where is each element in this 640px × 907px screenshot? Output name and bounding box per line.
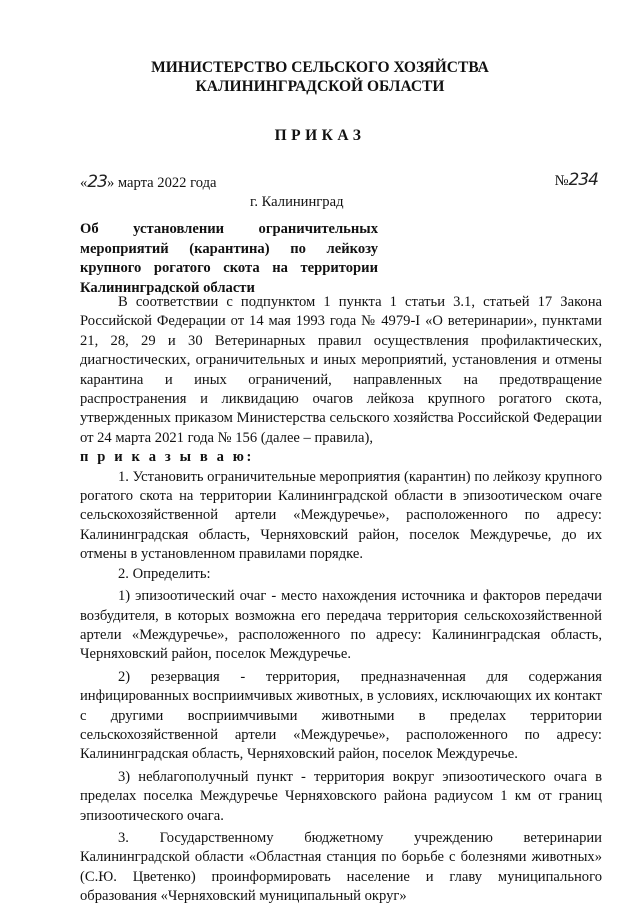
order-number	[555, 170, 598, 190]
ministry-name-line1: МИНИСТЕРСТВО СЕЛЬСКОГО ХОЗЯЙСТВА	[151, 59, 489, 76]
ministry-header	[0, 58, 640, 96]
order-body	[80, 293, 602, 907]
date-day-handwritten: 23	[87, 172, 107, 192]
item-1-paragraph: 1. Установить ограничительные мероприятия (карантин) по лейкозу крупного рогатого скота на территории Калининградской области в эпизоотическом очаге сельскохозяйственной артели «Междуречье», расположенного по адресу: Калининградская область, Черняховский район, поселок Междуречье, до их отмены в установленном правилами порядке.	[80, 468, 603, 563]
order-city: г. Калининград	[250, 194, 344, 210]
number-sign: №	[554, 173, 569, 189]
item-3-paragraph: 3. Государственному бюджетному учреждению ветеринарии Калининградской области «Областная станция по борьбе с болезнями животных» (С.Ю. Цветенко) проинформировать население и главу муниципального образования «Черняховский муниципальный округ»	[80, 829, 602, 905]
item-2-1-paragraph: 1) эпизоотический очаг - место нахождения источника и факторов передачи возбудителя, в которых возможна его передача территория сельскохозяйственной артели «Междуречье», расположенного по адресу: Калининградская область, Черняховский район, поселок Междуречье.	[80, 588, 602, 663]
date-open-quote: «	[80, 175, 88, 191]
ministry-name-line2: КАЛИНИНГРАДСКОЙ ОБЛАСТИ	[195, 78, 445, 95]
item-2-3-paragraph: 3) неблагополучный пункт - территория вокруг эпизоотического очага в пределах поселка Междуречье Черняховского района радиусом 1 км от границ эпизоотического очага.	[80, 768, 602, 824]
document-type-title: ПРИКАЗ	[274, 127, 366, 144]
order-date	[80, 172, 217, 192]
item-2-paragraph: 2. Определить:	[118, 565, 211, 582]
date-month-year: » марта 2022 года	[106, 175, 217, 191]
preamble-paragraph	[80, 293, 602, 468]
number-handwritten: 234	[568, 170, 598, 190]
item-2-2-paragraph: 2) резервация - территория, предназначенная для содержания инфицированных восприимчивых животных, в условиях, исключающих их контакт с другими восприимчивыми животными в пределах территории сельскохозяйственной артели «Междуречье», расположенного по адресу: Калининградская область, Черняховский район, поселок Междуречье.	[80, 668, 602, 763]
preamble-text: В соответствии с подпунктом 1 пункта 1 статьи 3.1, статьей 17 Закона Российской Федерации от 14 мая 1993 года № 4979-I «О ветеринарии», пунктами 21, 28, 29 и 30 Ветеринарных правил осуществления профилактических, диагностических, ограничительных и иных мероприятий, установления и отмены карантина и иных ограничений, направленных на предотвращение распространения и ликвидацию очагов лейкоза крупного рогатого скота, утвержденных приказом Министерства сельского хозяйства Российской Федерации от 24 марта 2021 года № 156 (далее – правила),	[80, 294, 602, 446]
order-verb: п р и к а з ы в а ю:	[80, 449, 254, 466]
order-subject: Об установлении ограничительных мероприятий (карантина) по лейкозу крупного рогатого скота на территории Калининградской области	[80, 221, 378, 296]
